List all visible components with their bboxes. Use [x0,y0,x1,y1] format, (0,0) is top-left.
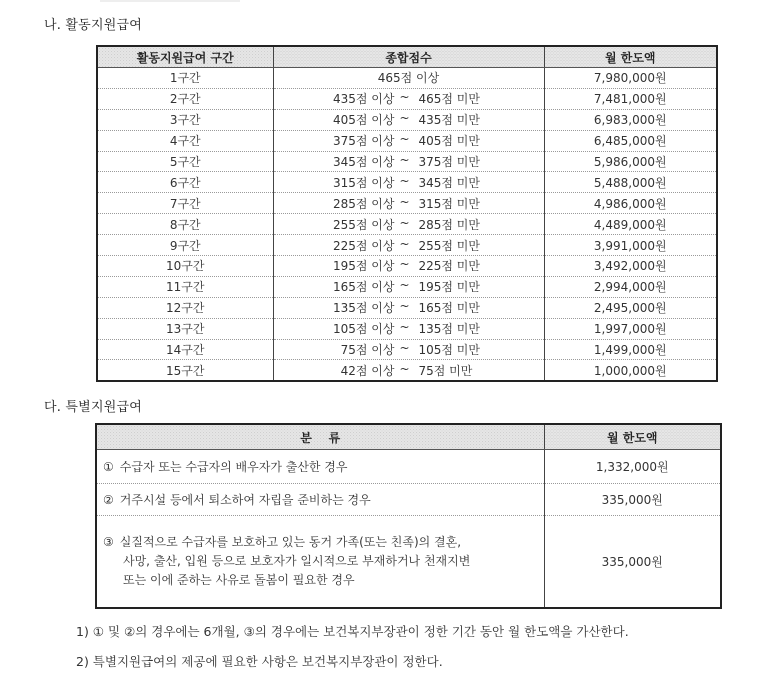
table-row [97,151,717,172]
score-range-separator: ~ [399,111,410,126]
score-upper-bound: 75점 미만 [418,363,473,378]
score-upper-bound: 375점 미만 [418,155,480,169]
table-row [97,235,717,256]
amount-cell: 6,983,000원 [544,109,717,130]
header-score: 종합점수 [273,46,544,68]
table-header-row [96,424,721,450]
score-range-separator: ~ [399,90,410,105]
score-upper-bound: 195점 미만 [418,280,480,295]
score-upper-bound: 285점 미만 [418,217,480,232]
amount-cell: 1,332,000원 [544,450,721,484]
score-lower-bound: 165점 이상 [333,280,395,295]
table-row [97,88,717,109]
circled-number-2: ② [103,493,114,507]
table-row [97,172,717,193]
table-row [96,516,721,609]
score-lower-bound: 465점 이상 [377,71,440,86]
score-cell [273,339,544,360]
score-cell [273,88,544,109]
table-row [97,214,717,235]
amount-cell: 2,994,000원 [544,276,717,297]
table-row [97,193,717,214]
classification-text-line-3: 또는 이에 준하는 사유로 돌봄이 필요한 경우 [123,573,355,587]
activity-benefit-table [96,45,718,382]
score-cell [273,214,544,235]
score-lower-bound: 345점 이상 [333,155,395,169]
score-cell [273,193,544,214]
score-lower-bound: 375점 이상 [333,134,395,149]
score-cell [273,172,544,193]
score-lower-bound: 42점 이상 [340,363,395,378]
table-row [97,297,717,318]
classification-text-line-2: 사망, 출산, 입원 등으로 보호자가 일시적으로 부재하거나 천재지변 [123,554,471,568]
amount-cell: 1,997,000원 [544,318,717,339]
score-range-separator: ~ [399,236,410,251]
amount-cell: 3,492,000원 [544,256,717,277]
score-cell [273,130,544,151]
score-upper-bound: 345점 미만 [418,175,480,190]
score-upper-bound: 225점 미만 [418,259,480,274]
tier-cell: 7구간 [97,193,273,214]
tier-cell: 15구간 [97,360,273,381]
score-cell [273,276,544,297]
footnote-1: 1) ① 및 ②의 경우에는 6개월, ③의 경우에는 보건복지부장관이 정한 기간 동안 월 한도액을 가산한다. [76,624,629,639]
score-range-separator: ~ [399,341,410,356]
special-benefit-table [95,423,722,609]
score-lower-bound: 135점 이상 [333,301,395,316]
amount-cell: 5,986,000원 [544,151,717,172]
table-row [97,68,717,89]
footnote-2: 2) 특별지원급여의 제공에 필요한 사항은 보건복지부장관이 정한다. [76,654,443,669]
score-cell [273,318,544,339]
tier-cell: 10구간 [97,256,273,277]
section-title-special-benefit: 다. 특별지원급여 [44,400,142,415]
score-range-separator: ~ [399,299,410,314]
amount-cell: 335,000원 [544,484,721,516]
tier-cell: 4구간 [97,130,273,151]
table-row [97,339,717,360]
header-classification: 분 류 [96,424,544,450]
amount-cell: 1,000,000원 [544,360,717,381]
table-row [97,318,717,339]
amount-cell: 2,495,000원 [544,297,717,318]
score-lower-bound: 105점 이상 [333,322,395,337]
circled-number-3: ③ [103,535,114,549]
score-upper-bound: 435점 미만 [418,113,480,128]
score-cell [273,360,544,381]
score-range-separator: ~ [399,278,410,293]
score-upper-bound: 405점 미만 [418,134,480,149]
score-range-separator: ~ [399,257,410,272]
circled-number-1: ① [103,460,114,474]
classification-text: 수급자 또는 수급자의 배우자가 출산한 경우 [119,460,348,474]
amount-cell: 335,000원 [544,516,721,609]
score-cell [273,256,544,277]
tier-cell: 2구간 [97,88,273,109]
score-lower-bound: 435점 이상 [333,92,395,107]
score-range-separator: ~ [399,215,410,230]
score-lower-bound: 315점 이상 [333,175,395,190]
table-row [97,360,717,381]
tier-cell: 8구간 [97,214,273,235]
header-monthly-limit: 월 한도액 [544,46,717,68]
faint-top-text [100,0,240,2]
table-row [97,256,717,277]
classification-text: 거주시설 등에서 퇴소하여 자립을 준비하는 경우 [119,493,371,507]
tier-cell: 1구간 [97,68,273,89]
tier-cell: 9구간 [97,235,273,256]
score-upper-bound: 465점 미만 [418,92,480,107]
score-cell [273,109,544,130]
table-row [97,109,717,130]
amount-cell: 4,986,000원 [544,193,717,214]
score-range-separator: ~ [399,320,410,335]
score-upper-bound: 105점 미만 [418,343,480,358]
score-range-separator: ~ [399,361,410,376]
score-lower-bound: 75점 이상 [340,343,395,358]
score-cell [273,235,544,256]
amount-cell: 5,488,000원 [544,172,717,193]
header-monthly-limit: 월 한도액 [544,424,721,450]
tier-cell: 14구간 [97,339,273,360]
score-upper-bound: 135점 미만 [418,322,480,337]
classification-cell [96,516,544,609]
score-lower-bound: 405점 이상 [333,113,395,128]
table-header-row [97,46,717,68]
tier-cell: 6구간 [97,172,273,193]
score-lower-bound: 285점 이상 [333,196,395,211]
classification-cell [96,484,544,516]
score-range-separator: ~ [399,153,410,167]
amount-cell: 1,499,000원 [544,339,717,360]
classification-text-line-1: 실질적으로 수급자를 보호하고 있는 동거 가족(또는 친족)의 결혼, [119,535,462,549]
table-row [96,484,721,516]
header-tier: 활동지원급여 구간 [97,46,273,68]
amount-cell: 4,489,000원 [544,214,717,235]
tier-cell: 12구간 [97,297,273,318]
score-cell [273,297,544,318]
score-upper-bound: 315점 미만 [418,196,480,211]
section-title-activity-benefit: 나. 활동지원급여 [44,18,142,33]
amount-cell: 6,485,000원 [544,130,717,151]
score-cell [273,151,544,172]
tier-cell: 3구간 [97,109,273,130]
score-upper-bound: 165점 미만 [418,301,480,316]
score-lower-bound: 195점 이상 [333,259,395,274]
score-upper-bound: 255점 미만 [418,238,480,253]
amount-cell: 3,991,000원 [544,235,717,256]
tier-cell: 11구간 [97,276,273,297]
amount-cell: 7,980,000원 [544,68,717,89]
score-range-separator: ~ [399,132,410,147]
score-range-separator: ~ [399,194,410,209]
table-row [96,450,721,484]
score-range-separator: ~ [399,173,410,188]
amount-cell: 7,481,000원 [544,88,717,109]
classification-cell [96,450,544,484]
tier-cell: 13구간 [97,318,273,339]
table-row [97,276,717,297]
score-lower-bound: 255점 이상 [333,217,395,232]
table-row [97,130,717,151]
score-cell [273,68,544,89]
tier-cell: 5구간 [97,151,273,172]
score-lower-bound: 225점 이상 [333,238,395,253]
